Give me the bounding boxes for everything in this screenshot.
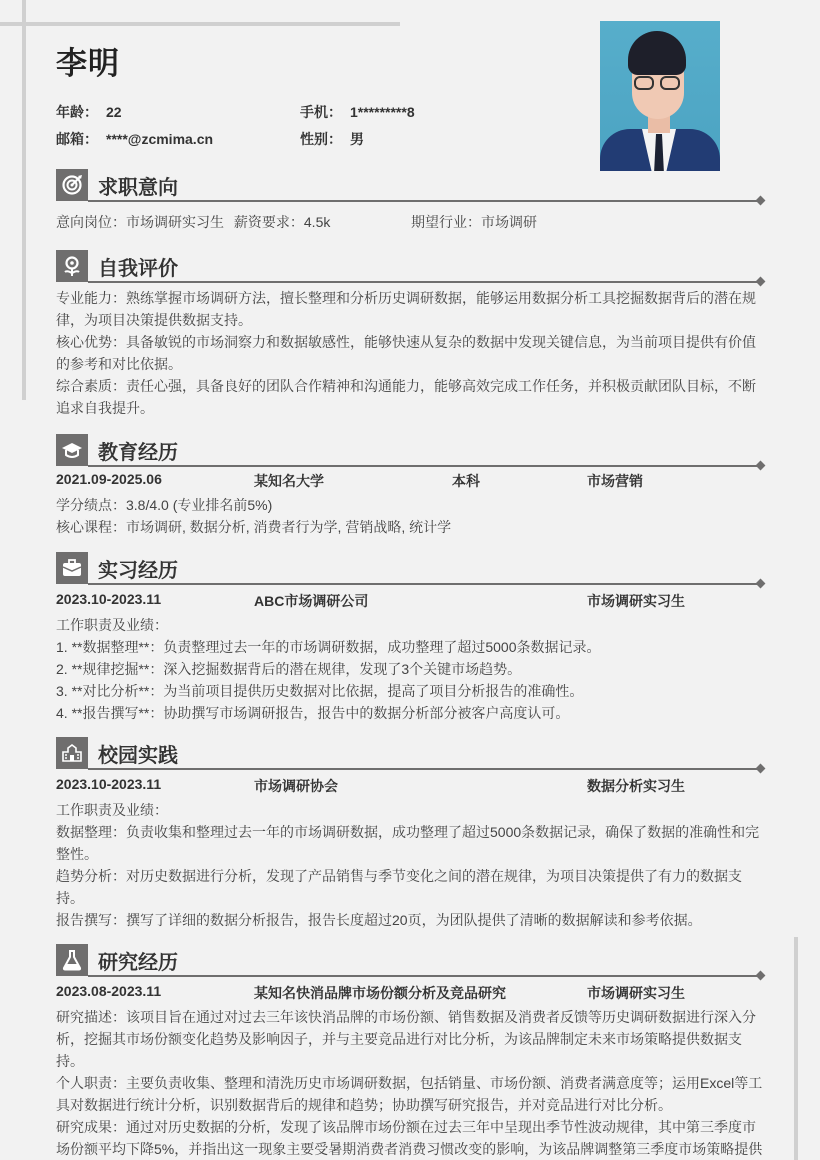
section-title: 自我评价 [98, 258, 178, 280]
diamond-marker [756, 277, 766, 287]
gender-field [300, 129, 364, 149]
section-divider [88, 768, 760, 770]
campus-details [56, 799, 766, 931]
age-field [56, 102, 122, 122]
section-divider [88, 465, 760, 467]
self-eval-paragraph: 核心优势：具备敏锐的市场洞察力和数据敏感性，能够快速从复杂的数据中发现关键信息，为当前项目提供有价值的参考和对比依据。 [56, 334, 756, 372]
gender-label: 性别： [300, 131, 342, 147]
internship-line: 4. **报告撰写**：协助撰写市场调研报告，报告中的数据分析部分被客户高度认可。 [56, 705, 570, 721]
research-project: 某知名快消品牌市场份额分析及竞品研究 [254, 985, 506, 1001]
section-self-evaluation [56, 250, 766, 282]
age-value: 22 [106, 104, 122, 120]
decorative-top-line [0, 22, 400, 26]
section-title: 实习经历 [98, 560, 178, 582]
section-title: 研究经历 [98, 952, 178, 974]
internship-line: 2. **规律挖掘**：深入挖掘数据背后的潜在规律，发现了3个关键市场趋势。 [56, 661, 522, 677]
section-divider [88, 583, 760, 585]
diamond-marker [756, 971, 766, 981]
candidate-name: 李明 [56, 46, 120, 81]
education-major: 市场营销 [587, 473, 643, 489]
research-details [56, 1006, 766, 1160]
flower-icon [56, 250, 88, 282]
research-role: 市场调研实习生 [587, 985, 685, 1001]
briefcase-icon [56, 552, 88, 584]
education-school: 某知名大学 [254, 473, 324, 489]
internship-details [56, 614, 766, 724]
section-divider [88, 200, 760, 202]
school-building-icon [56, 737, 88, 769]
flask-icon [56, 944, 88, 976]
section-internship [56, 552, 766, 584]
decorative-right-bar [794, 937, 798, 1160]
campus-date: 2023.10-2023.11 [56, 776, 162, 792]
campus-line: 数据整理：负责收集和整理过去一年的市场调研数据，成功整理了超过5000条数据记录，确保了数据的准确性和完整性。 [56, 824, 760, 862]
section-divider [88, 975, 760, 977]
section-research [56, 944, 766, 976]
research-date: 2023.08-2023.11 [56, 983, 162, 999]
internship-line: 3. **对比分析**：为当前项目提供历史数据对比依据，提高了项目分析报告的准确性。 [56, 683, 584, 699]
section-campus-practice [56, 737, 766, 769]
intent-salary: 薪资要求：4.5k [233, 214, 331, 230]
job-intent-row [56, 211, 766, 233]
campus-entry-header [56, 776, 766, 798]
age-label: 年龄： [56, 104, 98, 120]
research-entry-header [56, 983, 766, 1005]
internship-role: 市场调研实习生 [587, 593, 685, 609]
section-job-intent [56, 169, 766, 201]
diamond-marker [756, 579, 766, 589]
internship-entry-header [56, 591, 766, 613]
email-label: 邮箱： [56, 131, 98, 147]
target-icon [56, 169, 88, 201]
self-eval-paragraph: 综合素质：责任心强，具备良好的团队合作精神和沟通能力，能够高效完成工作任务，并积极贡献团队目标，不断追求自我提升。 [56, 378, 756, 416]
intent-position: 意向岗位：市场调研实习生 [56, 214, 224, 230]
diamond-marker [756, 764, 766, 774]
phone-label: 手机： [300, 104, 342, 120]
section-education [56, 434, 766, 466]
internship-line: 工作职责及业绩： [56, 617, 168, 633]
research-line: 个人职责：主要负责收集、整理和清洗历史市场调研数据，包括销量、市场份额、消费者满意度等；运用Excel等工具对数据进行统计分析，识别数据背后的规律和趋势；协助撰写研究报告，并对竞品进行对比分析。 [56, 1075, 763, 1113]
section-title: 求职意向 [98, 177, 178, 199]
email-field [56, 129, 213, 149]
intent-industry: 期望行业：市场调研 [411, 214, 537, 230]
internship-company: ABC市场调研公司 [254, 593, 369, 609]
section-title: 校园实践 [98, 745, 178, 767]
internship-line: 1. **数据整理**：负责整理过去一年的市场调研数据，成功整理了超过5000条数据记录。 [56, 639, 601, 655]
section-title: 教育经历 [98, 442, 178, 464]
education-degree: 本科 [452, 473, 480, 489]
education-entry-header [56, 471, 766, 493]
decorative-left-bar [22, 0, 26, 400]
self-eval-paragraph: 专业能力：熟练掌握市场调研方法，擅长整理和分析历史调研数据，能够运用数据分析工具挖掘数据背后的潜在规律，为项目决策提供数据支持。 [56, 290, 756, 328]
campus-line: 趋势分析：对历史数据进行分析，发现了产品销售与季节变化之间的潜在规律，为项目决策提供了有力的数据支持。 [56, 868, 742, 906]
campus-role: 数据分析实习生 [587, 778, 685, 794]
research-line: 研究描述：该项目旨在通过对过去三年该快消品牌的市场份额、销售数据及消费者反馈等历史调研数据进行深入分析，挖掘其市场份额变化趋势及影响因子，并与主要竞品进行对比分析，为该品牌制定未来市场策略提供数据支持。 [56, 1009, 756, 1069]
diamond-marker [756, 461, 766, 471]
phone-value: 1*********8 [350, 104, 415, 120]
phone-field [300, 102, 415, 122]
internship-date: 2023.10-2023.11 [56, 591, 162, 607]
graduation-cap-icon [56, 434, 88, 466]
profile-photo [600, 21, 720, 171]
diamond-marker [756, 196, 766, 206]
education-courses: 核心课程：市场调研, 数据分析, 消费者行为学, 营销战略, 统计学 [56, 519, 452, 535]
campus-organization: 市场调研协会 [254, 778, 338, 794]
campus-line: 工作职责及业绩： [56, 802, 168, 818]
campus-line: 报告撰写：撰写了详细的数据分析报告，报告长度超过20页，为团队提供了清晰的数据解读和参考依据。 [56, 912, 702, 928]
research-line: 研究成果：通过对历史数据的分析，发现了该品牌市场份额在过去三年中呈现出季节性波动规律，其中第三季度市场份额平均下降5%，并指出这一现象主要受暑期消费者消费习惯改变的影响，为该品牌调整第三季度市场策略提供 [56, 1119, 763, 1157]
education-date: 2021.09-2025.06 [56, 471, 162, 487]
self-evaluation-text [56, 287, 766, 419]
email-value: ****@zcmima.cn [106, 131, 214, 147]
education-details [56, 494, 766, 538]
section-divider [88, 281, 760, 283]
education-gpa: 学分绩点：3.8/4.0 (专业排名前5%) [56, 497, 273, 513]
gender-value: 男 [350, 131, 364, 147]
